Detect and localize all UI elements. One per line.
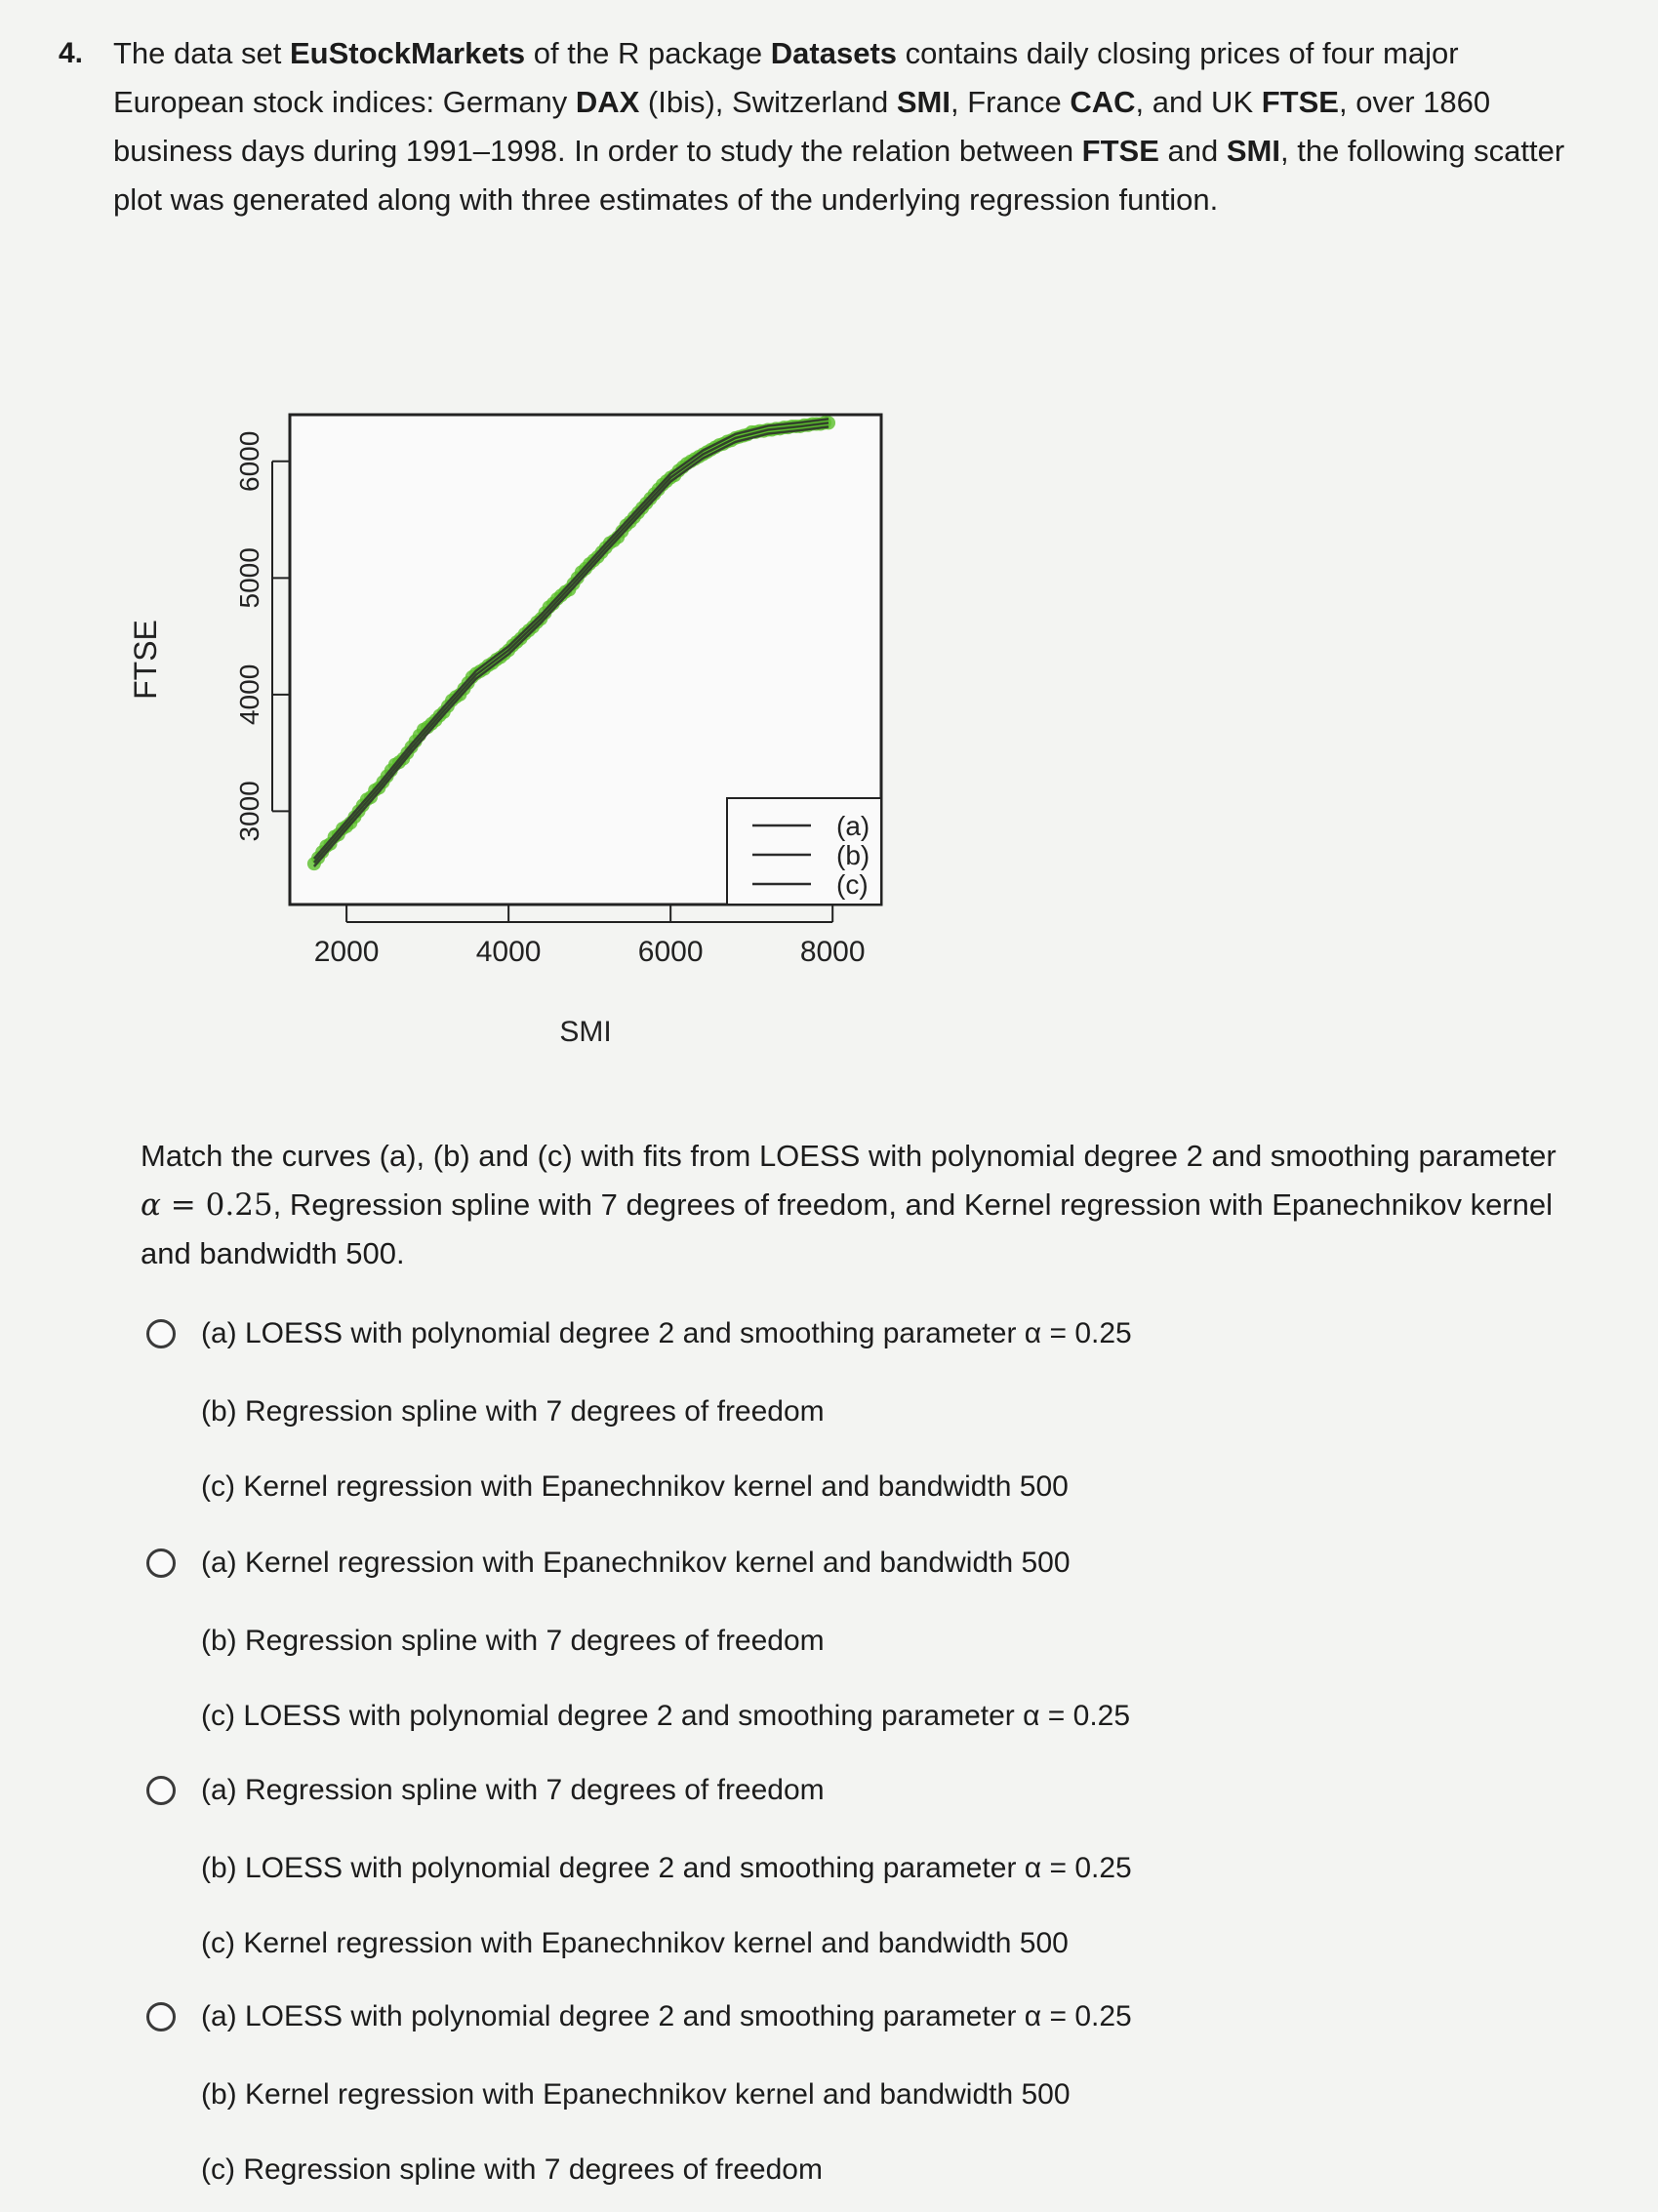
- match-text: Match the curves (a), (b) and (c) with fits from LOESS with polynomial degree 2 and smoothing parameter: [141, 1139, 1557, 1173]
- intro-text: of the R package: [525, 36, 771, 70]
- option-line: (b) Regression spline with 7 degrees of freedom: [201, 1395, 825, 1428]
- radio-button[interactable]: [146, 1548, 176, 1578]
- x-tick-label: 6000: [637, 936, 704, 968]
- y-tick-label: 6000: [234, 430, 264, 492]
- question-intro: [113, 29, 1597, 224]
- option-line: (a) LOESS with polynomial degree 2 and smoothing parameter α = 0.25: [201, 1317, 1132, 1349]
- intro-bold: SMI: [1226, 134, 1280, 168]
- intro-text: , over 1860 business days during 1991–1998. In order to study the relation between: [113, 85, 1491, 168]
- legend-label: (a): [836, 811, 870, 841]
- intro-text: , France: [950, 85, 1071, 119]
- y-tick-label: 4000: [234, 664, 264, 726]
- intro-text: contains daily closing prices of four major European stock indices: Germany: [113, 36, 1459, 119]
- intro-bold: FTSE: [1261, 85, 1339, 119]
- chart-svg: [117, 395, 917, 1078]
- radio-button[interactable]: [146, 1776, 176, 1805]
- legend-label: (c): [836, 869, 869, 900]
- x-tick-label: 8000: [799, 936, 866, 968]
- option-line: (c) LOESS with polynomial degree 2 and smoothing parameter α = 0.25: [201, 1700, 1131, 1732]
- radio-button[interactable]: [146, 2002, 176, 2031]
- option-line: (b) LOESS with polynomial degree 2 and smoothing parameter α = 0.25: [201, 1852, 1132, 1884]
- option-line: (b) Kernel regression with Epanechnikov kernel and bandwidth 500: [201, 2078, 1071, 2111]
- intro-text: The data set: [113, 36, 290, 70]
- x-axis-label: SMI: [559, 1016, 612, 1048]
- match-instructions: [141, 1132, 1585, 1278]
- x-tick-label: 4000: [475, 936, 542, 968]
- intro-text: and: [1158, 134, 1227, 168]
- intro-bold: CAC: [1070, 85, 1136, 119]
- y-axis-label: FTSE: [128, 620, 163, 700]
- intro-bold: Datasets: [770, 36, 898, 70]
- option-line: (a) Kernel regression with Epanechnikov kernel and bandwidth 500: [201, 1547, 1071, 1579]
- intro-bold: EuStockMarkets: [289, 36, 526, 70]
- intro-bold: SMI: [896, 85, 950, 119]
- option-line: (c) Regression spline with 7 degrees of freedom: [201, 2153, 823, 2186]
- intro-text: (Ibis), Switzerland: [639, 85, 897, 119]
- intro-text: , the following scatter plot was generated along with three estimates of the underlying regression funtion.: [113, 134, 1565, 217]
- intro-bold: DAX: [575, 85, 640, 119]
- scatter-plot: [117, 395, 917, 1078]
- intro-bold: FTSE: [1081, 134, 1159, 168]
- question-number: 4.: [59, 37, 84, 69]
- option-line: (b) Regression spline with 7 degrees of freedom: [201, 1625, 825, 1657]
- option-line: (c) Kernel regression with Epanechnikov kernel and bandwidth 500: [201, 1470, 1069, 1503]
- option-line: (a) Regression spline with 7 degrees of freedom: [201, 1774, 825, 1806]
- radio-button[interactable]: [146, 1319, 176, 1348]
- option-line: (a) LOESS with polynomial degree 2 and smoothing parameter α = 0.25: [201, 2000, 1132, 2032]
- alpha-symbol: α: [141, 1187, 161, 1223]
- intro-text: , and UK: [1135, 85, 1262, 119]
- y-tick-label: 3000: [234, 781, 264, 842]
- match-text-end: , Regression spline with 7 degrees of freedom, and Kernel regression with Epanechnikov kernel and bandwidth 500.: [141, 1187, 1553, 1270]
- alpha-value: 0.25: [205, 1187, 273, 1223]
- legend-label: (b): [836, 840, 870, 870]
- y-tick-label: 5000: [234, 547, 264, 609]
- equals-sign: =: [160, 1187, 206, 1223]
- x-tick-label: 2000: [313, 936, 380, 968]
- option-line: (c) Kernel regression with Epanechnikov kernel and bandwidth 500: [201, 1927, 1069, 1959]
